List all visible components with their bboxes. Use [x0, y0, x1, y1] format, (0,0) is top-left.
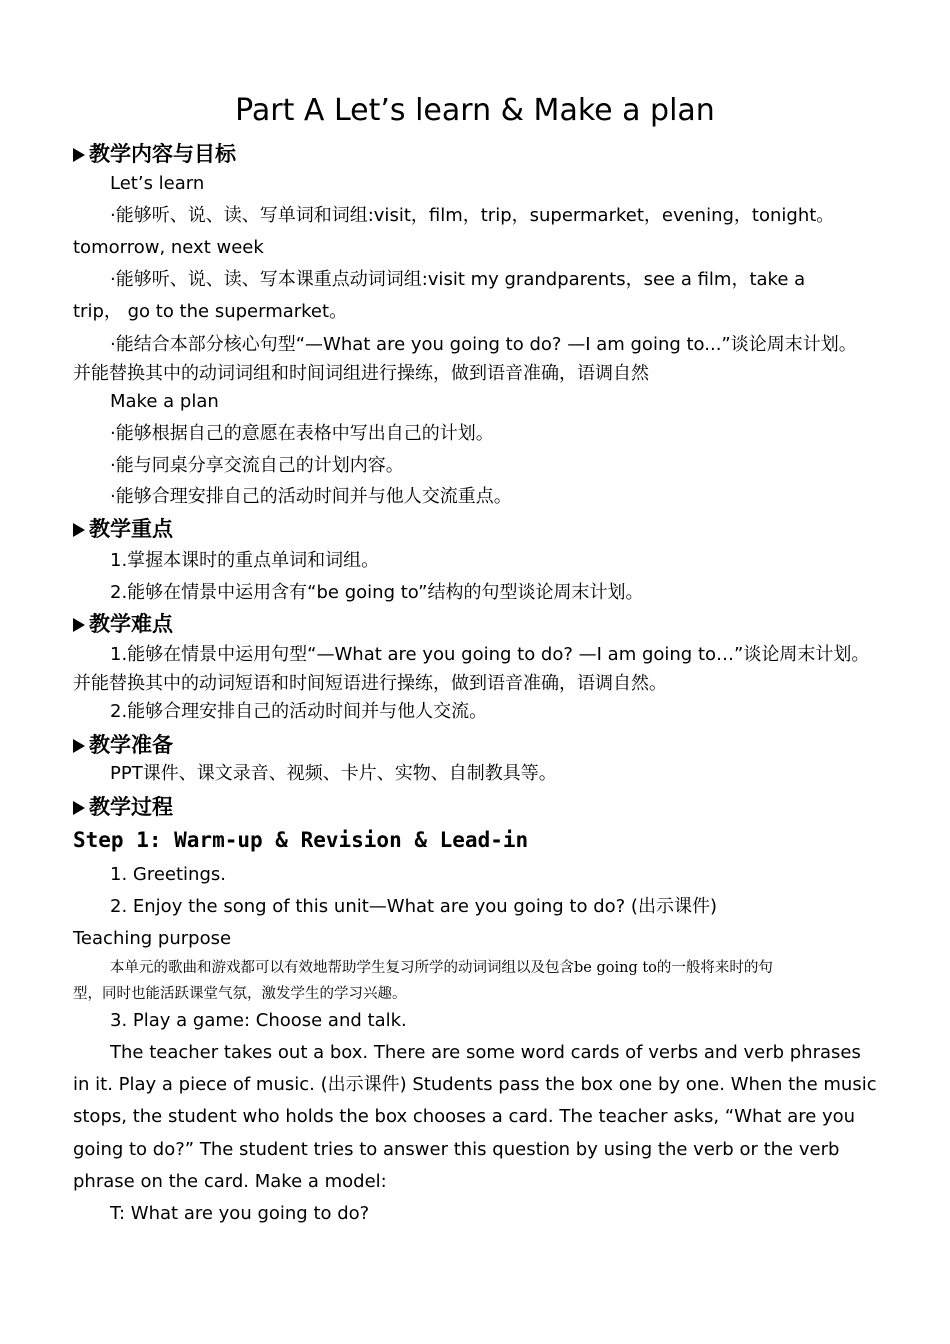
lets-learn-goal-2: ·能够听、说、读、写本课重点动词词组:visit my grandparents，see a film，take a: [110, 269, 806, 290]
triangle-bullet-icon: [73, 148, 85, 162]
make-plan-label: Make a plan: [110, 391, 219, 412]
game-paragraph-line-1: The teacher takes out a box. There are some word cards of verbs and verb phrases: [110, 1042, 861, 1063]
triangle-bullet-icon: [73, 739, 85, 753]
teaching-purpose-label: Teaching purpose: [73, 928, 232, 949]
triangle-bullet-icon: [73, 801, 85, 815]
make-plan-goal-3: ·能够合理安排自己的活动时间并与他人交流重点。: [110, 486, 512, 507]
triangle-bullet-icon: [73, 523, 85, 537]
section-heading-difficulties: 教学难点: [73, 610, 173, 638]
process-item-3: 3. Play a game: Choose and talk.: [110, 1010, 407, 1031]
lets-learn-label: Let’s learn: [110, 173, 205, 194]
game-paragraph-line-4: going to do?” The student tries to answer this question by using the verb or the verb: [73, 1139, 840, 1160]
key-point-1: 1.掌握本课时的重点单词和词组。: [110, 550, 380, 571]
preparation-text: PPT课件、课文录音、视频、卡片、实物、自制教具等。: [110, 763, 557, 784]
triangle-bullet-icon: [73, 618, 85, 632]
process-item-1: 1. Greetings.: [110, 864, 226, 885]
step-1-heading: Step 1: Warm-up & Revision & Lead-in: [73, 828, 529, 852]
lets-learn-goal-3-cont: 并能替换其中的动词词组和时间词组进行操练，做到语音准确，语调自然: [73, 363, 649, 384]
section-heading-content-goals: 教学内容与目标: [73, 140, 236, 168]
make-plan-goal-1: ·能够根据自己的意愿在表格中写出自己的计划。: [110, 423, 494, 444]
teaching-purpose-text: 本单元的歌曲和游戏都可以有效地帮助学生复习所学的动词词组以及包含be going to的一般将来时的句: [110, 960, 773, 976]
key-point-2: 2.能够在情景中运用含有“be going to”结构的句型谈论周末计划。: [110, 582, 644, 603]
section-heading-preparation: 教学准备: [73, 731, 173, 759]
difficulty-1-cont: 并能替换其中的动词短语和时间短语进行操练，做到语音准确，语调自然。: [73, 673, 667, 694]
process-item-2: 2. Enjoy the song of this unit—What are you going to do? (出示课件): [110, 896, 717, 917]
lets-learn-goal-3: ·能结合本部分核心句型“—What are you going to do? —I am going to...”谈论周末计划。: [110, 334, 857, 355]
page-title: Part A Let’s learn & Make a plan: [235, 93, 715, 128]
game-paragraph-line-2: in it. Play a piece of music. (出示课件) Students pass the box one by one. When the music: [73, 1074, 877, 1095]
lets-learn-goal-2-cont: trip， go to the supermarket。: [73, 301, 348, 322]
game-paragraph-line-5: phrase on the card. Make a model:: [73, 1171, 387, 1192]
section-heading-key-points: 教学重点: [73, 515, 173, 543]
make-plan-goal-2: ·能与同桌分享交流自己的计划内容。: [110, 455, 404, 476]
difficulty-2: 2.能够合理安排自己的活动时间并与他人交流。: [110, 701, 488, 722]
dialog-line-1: T: What are you going to do?: [110, 1203, 370, 1224]
teaching-purpose-text-cont: 型，同时也能活跃课堂气氛，激发学生的学习兴趣。: [73, 986, 407, 1002]
difficulty-1: 1.能够在情景中运用句型“—What are you going to do? —I am going to…”谈论周末计划。: [110, 644, 870, 665]
lets-learn-goal-1-cont: tomorrow, next week: [73, 237, 264, 258]
lets-learn-goal-1: ·能够听、说、读、写单词和词组:visit，film，trip，supermarket，evening，tonight。: [110, 205, 835, 226]
section-heading-process: 教学过程: [73, 793, 173, 821]
game-paragraph-line-3: stops, the student who holds the box chooses a card. The teacher asks, “What are you: [73, 1106, 856, 1127]
